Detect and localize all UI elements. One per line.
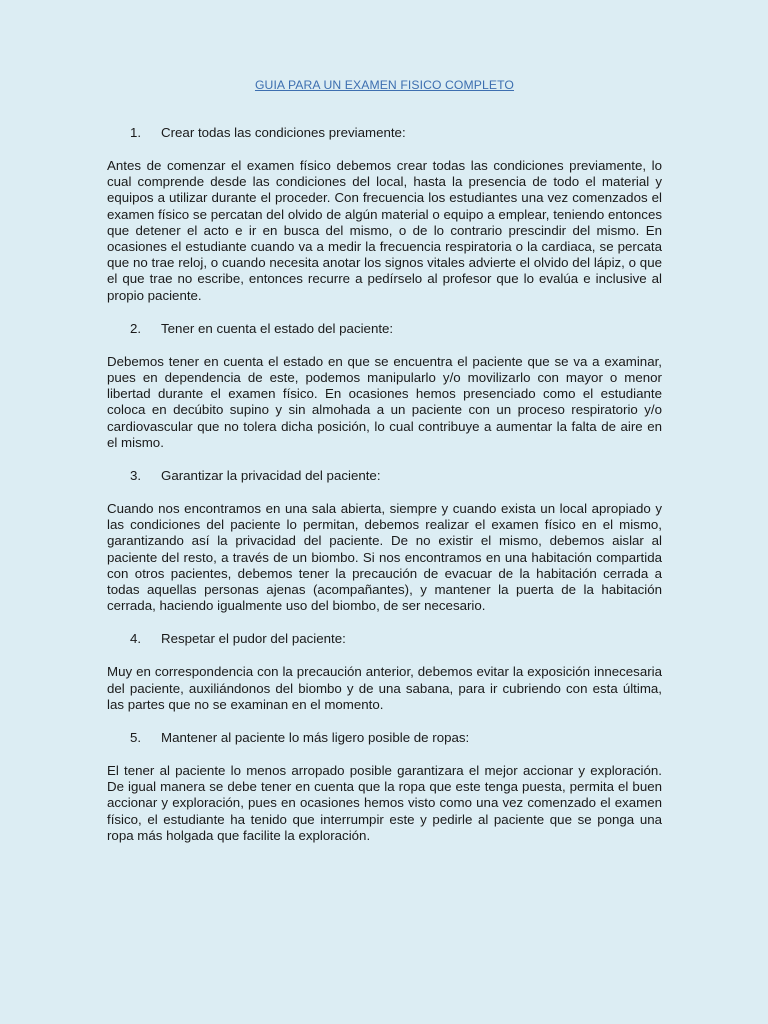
section-body-4: Muy en correspondencia con la precaución anterior, debemos evitar la exposición innecesaria del paciente, auxiliándonos del biombo y de una sabana, para ir cubriendo con esta última, las partes que no se examinan en el momento. xyxy=(107,664,662,712)
section-number: 4. xyxy=(130,631,142,647)
section-body-1: Antes de comenzar el examen físico debemos crear todas las condiciones previamente, lo cual comprende desde las condiciones del local, hasta la presencia de todo el material y equipos a utilizar durante el proceder. Con frecuencia los estudiantes una vez comenzados el examen físico se percatan del olvido de algún material o equipo a emplear, teniendo entonces que detener el acto e ir en busca del mismo, o de lo contrario prescindir del mismo. En ocasiones el estudiante cuando va a medir la frecuencia respiratoria o la cardiaca, se percata que no trae reloj, o cuando necesita anotar los signos vitales advierte el olvido del lápiz, o que el que trae no escribe, entonces recurre a pedírselo al profesor que lo evalúa e inclusive al propio paciente. xyxy=(107,158,662,303)
section-number: 3. xyxy=(130,468,142,484)
section-heading-text: Mantener al paciente lo más ligero posible de ropas: xyxy=(161,730,470,746)
section-heading-4 xyxy=(107,631,662,647)
section-heading-text: Tener en cuenta el estado del paciente: xyxy=(161,320,394,336)
section-body-5: El tener al paciente lo menos arropado posible garantizara el mejor accionar y exploración. De igual manera se debe tener en cuenta que la ropa que este tenga puesta, permita el buen accionar y exploración, pues en ocasiones hemos visto como una vez comenzado el examen físico, el estudiante ha tenido que interrumpir este y pedirle al paciente que se ponga una ropa más holgada que facilite la exploración. xyxy=(107,763,662,843)
section-heading-text: Respetar el pudor del paciente: xyxy=(161,631,346,647)
section-heading-text: Garantizar la privacidad del paciente: xyxy=(161,468,381,484)
section-heading-3 xyxy=(107,468,662,484)
section-number: 1. xyxy=(130,125,142,140)
section-heading-1 xyxy=(107,125,662,141)
document-title: GUIA PARA UN EXAMEN FISICO COMPLETO xyxy=(254,78,515,92)
section-heading-2 xyxy=(107,321,662,337)
section-heading-text: Crear todas las condiciones previamente: xyxy=(161,125,406,140)
section-heading-5 xyxy=(107,730,662,746)
section-number: 2. xyxy=(130,320,142,336)
section-number: 5. xyxy=(130,730,142,746)
section-body-2: Debemos tener en cuenta el estado en que se encuentra el paciente que se va a examinar, pues en dependencia de este, podemos manipularlo y/o movilizarlo con mayor o menor libertad durante el examen físico. En ocasiones hemos presenciado como el estudiante coloca en decúbito supino y sin almohada a un paciente con un proceso respiratorio y/o cardiovascular que no tolera dicha posición, lo cual contribuye a aumentar la falta de aire en el mismo. xyxy=(107,353,662,450)
section-body-3: Cuando nos encontramos en una sala abierta, siempre y cuando exista un local apropiado y las condiciones del paciente lo permitan, debemos realizar el examen físico en el mismo, garantizando así la privacidad del paciente. De no existir el mismo, debemos aislar al paciente del resto, a través de un biombo. Si nos encontramos en una habitación compartida con otros pacientes, debemos tener la precaución de evacuar de la habitación cerrada a todas aquellas personas ajenas (acompañantes), y mantener la puerta de la habitación cerrada, haciendo igualmente uso del biombo, de ser necesario. xyxy=(107,501,662,614)
